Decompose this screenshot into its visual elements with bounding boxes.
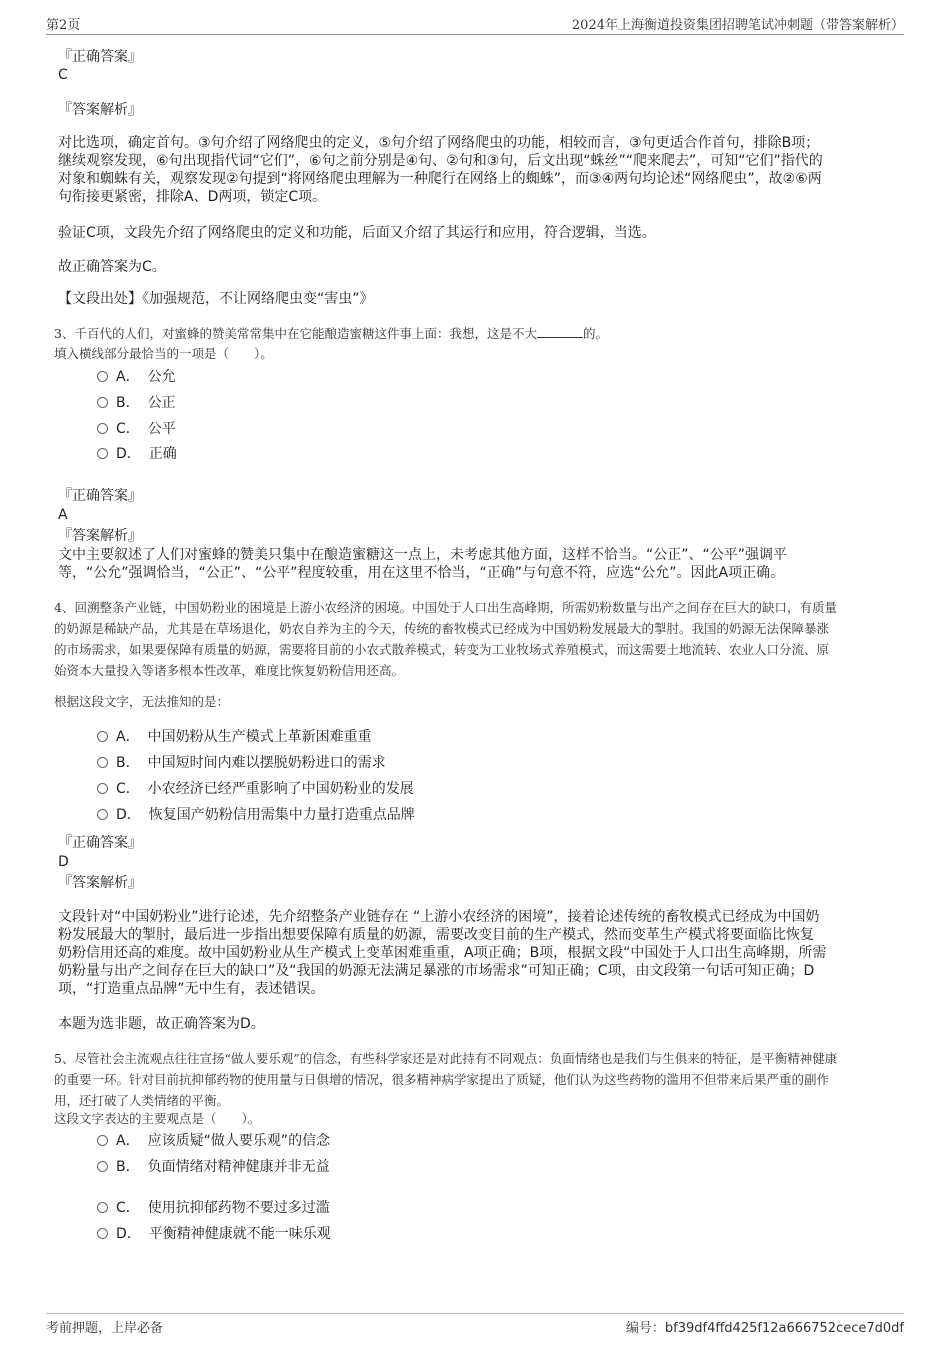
q4-analysis-label: 『答案解析』 — [58, 875, 142, 891]
q3-stem — [54, 324, 608, 344]
q5-option-d[interactable]: D． 平衡精神健康就不能一味乐观 — [97, 1225, 331, 1245]
q3-option-c[interactable]: C． 公平 — [97, 420, 176, 440]
q3-option-d[interactable]: D． 正确 — [97, 445, 177, 465]
page-footer — [46, 1313, 904, 1338]
q4-answer: D — [58, 854, 69, 870]
q2-source: 【文段出处】《加强规范，不让网络爬虫变“害虫”》 — [58, 291, 374, 307]
q5-stem-line: 用，还打破了人类情绪的平衡。 — [54, 1093, 230, 1108]
q2-analysis-line: 继续观察发现，⑥句出现指代词“它们”，⑥句之前分别是④句、②句和③句，后文出现“蛛丝”“爬来爬去”，可知“它们”指代的 — [58, 153, 823, 169]
q5-option-b[interactable]: B． 负面情绪对精神健康并非无益 — [97, 1158, 330, 1178]
q5-prompt: 这段文字表达的主要观点是（ ）。 — [54, 1111, 261, 1126]
document-title: 2024年上海衡道投资集团招聘笔试冲刺题（带答案解析） — [571, 18, 904, 33]
q3-answer: A — [58, 507, 68, 523]
q4-analysis-line: 奶粉信用还高的难度。故中国奶粉业从生产模式上变革困难重重，A项正确；B项，根据文段“中国处于人口出生高峰期，所需 — [58, 945, 827, 961]
q4-analysis — [58, 908, 898, 998]
q3-analysis-label: 『答案解析』 — [58, 528, 142, 544]
q4-stem — [54, 597, 900, 681]
q4-conclusion: 本题为选非题，故正确答案为D。 — [58, 1016, 265, 1032]
q3-stem-text: 3、千百代的人们，对蜜蜂的赞美常常集中在它能酿造蜜糖这件事上面：我想，这是不大 — [54, 326, 537, 341]
q3-option-a[interactable]: A． 公允 — [97, 368, 176, 388]
q4-analysis-line: 项，“打造重点品牌”无中生有，表述错误。 — [58, 981, 325, 997]
q4-stem-line: 4、回溯整条产业链，中国奶粉业的困境是上游小农经济的困境。中国处于人口出生高峰期，所需奶粉数量与出产之间存在巨大的缺口，有质量 — [54, 600, 837, 615]
q3-option-b[interactable]: B． 公正 — [97, 394, 176, 414]
q2-analysis-line: 句衔接更紧密，排除A、D两项，锁定C项。 — [58, 189, 327, 205]
q3-stem-end: 的。 — [582, 326, 608, 341]
q4-option-b[interactable]: B． 中国短时间内难以摆脱奶粉进口的需求 — [97, 754, 386, 774]
q5-stem-line: 5、尽管社会主流观点往往宣扬“做人要乐观”的信念，有些科学家还是对此持有不同观点：负面情绪也是我们与生俱来的特征，是平衡精神健康 — [54, 1051, 838, 1066]
q4-analysis-line: 粉发展最大的掣肘，最后进一步指出想要保障有质量的奶源，需要改变目前的生产模式，然而变革生产模式将要面临比恢复 — [58, 927, 814, 943]
radio-icon[interactable] — [97, 1161, 108, 1172]
q5-option-c[interactable]: C． 使用抗抑郁药物不要过多过滥 — [97, 1199, 330, 1219]
q4-analysis-line: 奶粉量与出产之间存在巨大的缺口”及“我国的奶源无法满足暴涨的市场需求”可知正确；C项，由文段第一句话可知正确；D — [58, 963, 815, 979]
radio-icon[interactable] — [97, 1135, 108, 1146]
q2-analysis-line: 对比选项，确定首句。③句介绍了网络爬虫的定义，⑤句介绍了网络爬虫的功能，相较而言，③句更适合作首句，排除B项； — [58, 135, 820, 151]
radio-icon[interactable] — [97, 448, 108, 459]
q2-analysis — [58, 134, 898, 206]
q2-analysis-label: 『答案解析』 — [58, 102, 142, 118]
radio-icon[interactable] — [97, 423, 108, 434]
q4-stem-line: 的市场需求，如果要保障有质量的奶源，需要将目前的小农式散养模式，转变为工业牧场式养殖模式，而这需要土地流转、农业人口分流、原 — [54, 642, 830, 657]
radio-icon[interactable] — [97, 371, 108, 382]
footer-slogan: 考前押题，上岸必备 — [46, 1321, 164, 1336]
radio-icon[interactable] — [97, 731, 108, 742]
q4-option-c[interactable]: C． 小农经济已经严重影响了中国奶粉业的发展 — [97, 780, 414, 800]
q2-conclusion: 故正确答案为C。 — [58, 259, 166, 275]
radio-icon[interactable] — [97, 757, 108, 768]
radio-icon[interactable] — [97, 397, 108, 408]
q3-prompt: 填入横线部分最恰当的一项是（ ）。 — [54, 346, 273, 361]
q3-answer-label: 『正确答案』 — [58, 488, 142, 504]
q4-analysis-line: 文段针对“中国奶粉业”进行论述，先介绍整条产业链存在 “上游小农经济的困境”，接着论述传统的畜牧模式已经成为中国奶 — [58, 909, 820, 925]
fill-blank — [537, 325, 583, 338]
q4-option-d[interactable]: D． 恢复国产奶粉信用需集中力量打造重点品牌 — [97, 806, 415, 826]
q4-answer-label: 『正确答案』 — [58, 835, 142, 851]
radio-icon[interactable] — [97, 783, 108, 794]
q5-stem-line: 的重要一环。针对目前抗抑郁药物的使用量与日俱增的情况，很多精神病学家提出了质疑，他们认为这些药物的滥用不但带来后果严重的副作 — [54, 1072, 830, 1087]
q4-option-a[interactable]: A． 中国奶粉从生产模式上革新困难重重 — [97, 728, 372, 748]
page-header — [46, 14, 904, 35]
q3-analysis-line: 文中主要叙述了人们对蜜蜂的赞美只集中在酿造蜜糖这一点上，未考虑其他方面，这样不恰当。“公正”、“公平”强调平 — [58, 547, 788, 563]
radio-icon[interactable] — [97, 1228, 108, 1239]
q4-prompt: 根据这段文字，无法推知的是： — [54, 694, 230, 709]
q3-analysis — [58, 546, 898, 582]
q4-stem-line: 始资本大量投入等诸多根本性改革，难度比恢复奶粉信用还高。 — [54, 663, 405, 678]
radio-icon[interactable] — [97, 809, 108, 820]
document-code: 编号：bf39df4ffd425f12a666752cece7d0df — [625, 1321, 904, 1336]
q2-answer-label: 『正确答案』 — [58, 49, 142, 65]
q4-stem-line: 的奶源是稀缺产品，尤其是在草场退化，奶农自养为主的今天，传统的畜牧模式已经成为中国奶粉发展最大的掣肘。我国的奶源无法保障暴涨 — [54, 621, 830, 636]
page-number: 第2页 — [46, 18, 81, 33]
radio-icon[interactable] — [97, 1202, 108, 1213]
q3-analysis-line: 等，“公允”强调恰当，“公正”、“公平”程度较重，用在这里不恰当，“正确”与句意不符，应选“公允”。因此A项正确。 — [58, 565, 785, 581]
q2-verify: 验证C项，文段先介绍了网络爬虫的定义和功能，后面又介绍了其运行和应用，符合逻辑，当选。 — [58, 225, 656, 241]
q2-answer: C — [58, 67, 68, 83]
q5-stem — [54, 1048, 900, 1111]
q2-analysis-line: 对象和蜘蛛有关，观察发现②句提到“将网络爬虫理解为一种爬行在网络上的蜘蛛”，而③④两句均论述“网络爬虫”，故②⑥两 — [58, 171, 822, 187]
q5-option-a[interactable]: A． 应该质疑“做人要乐观”的信念 — [97, 1132, 330, 1152]
